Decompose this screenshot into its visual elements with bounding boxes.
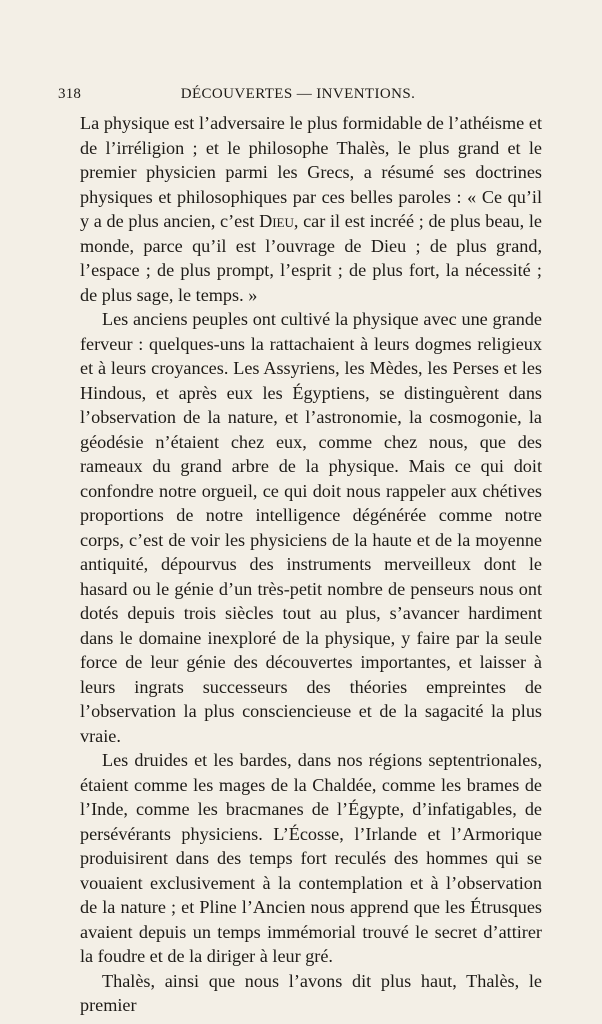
page-number: 318 xyxy=(58,86,82,102)
paragraph-1-text-start: La physique est l’adversaire le plus formidable de l’athéisme et de l’irréligion ; et le philosophe Thalès, le plus grand et le premier physicien parmi les Grecs, a résumé ses doctrines physiques et philosophiques par ces belles paroles : « Ce qu’il y a de plus ancien, c’est xyxy=(80,113,542,231)
paragraph-2: Les anciens peuples ont cultivé la physique avec une grande ferveur : quelques-uns la rattachaient à leurs dogmes religieux et à leurs croyances. Les Assyriens, les Mèdes, les Perses et les Hindous, et après eux les Égyptiens, se distinguèrent dans l’observation de la nature, et l’astronomie, la cosmogonie, la géodésie n’étaient chez eux, comme chez nous, que des rameaux du grand arbre de la physique. Mais ce qui doit confondre notre orgueil, ce qui doit nous rappeler aux chétives proportions de notre intelligence dégénérée comme notre corps, c’est de voir les physiciens de la haute et de la moyenne antiquité, dépourvus des instruments merveilleux dont le hasard ou le génie d’un très-petit nombre de penseurs nous ont dotés depuis trois siècles tout au plus, s’avancer hardiment dans le domaine inexploré de la physique, y faire par la seule force de leur génie des découvertes importantes, et laisser à leurs ingrats successeurs des théories empreintes de l’observation la plus consciencieuse et de la sagacité la plus vraie. xyxy=(80,309,542,746)
paragraph-1 xyxy=(80,111,542,307)
running-title: DÉCOUVERTES — INVENTIONS. xyxy=(180,86,416,102)
paragraph-1-text-end: , car il est incréé ; de plus beau, le monde, parce qu’il est l’ouvrage de Dieu ; de plus grand, l’espace ; de plus prompt, l’esprit ; de plus fort, la nécessité ; de plus sage, le temps. » xyxy=(80,211,542,305)
paragraph-1-smallcaps-word: Dieu xyxy=(259,211,294,231)
running-head xyxy=(58,86,538,108)
paragraph-3: Les druides et les bardes, dans nos régions septentrionales, étaient comme les mages de la Chaldée, comme les brames de l’Inde, comme les bracmanes de l’Égypte, d’infatigables, de persévérants physiciens. L’Écosse, l’Irlande et l’Armorique produisirent dans des temps fort reculés des hommes qui se vouaient exclusivement à la contemplation et à l’observation de la nature ; et Pline l’Ancien nous apprend que les Étrusques avaient depuis un temps immémorial trouvé le secret d’attirer la foudre et de la diriger à leur gré. xyxy=(80,750,542,966)
paragraph-4: Thalès, ainsi que nous l’avons dit plus haut, Thalès, le premier xyxy=(80,970,542,1015)
body-text xyxy=(80,111,542,1018)
